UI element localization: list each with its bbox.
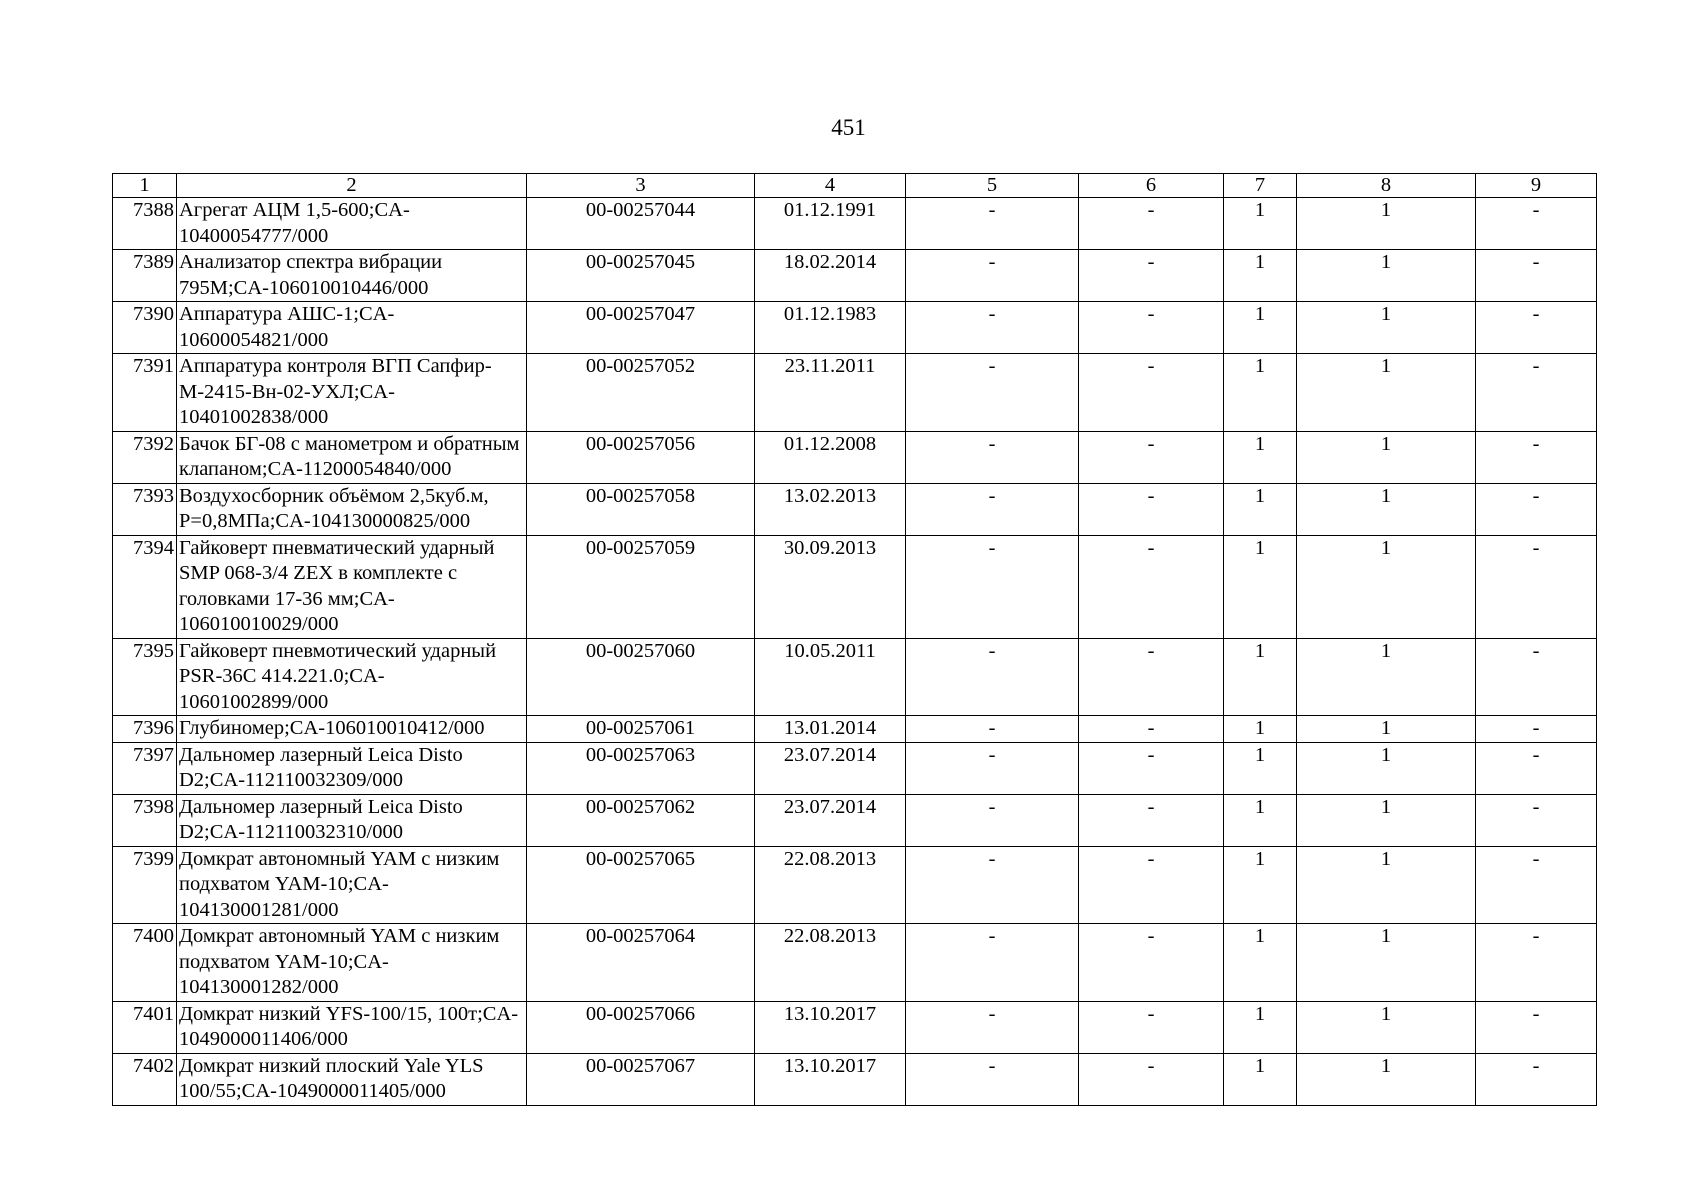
col8-cell: 1 <box>1297 483 1476 535</box>
col6-cell: - <box>1079 924 1224 1002</box>
table-row <box>113 1053 1597 1105</box>
table-row <box>113 638 1597 716</box>
row-number: 7401 <box>113 1001 177 1053</box>
col7-cell: 1 <box>1224 483 1297 535</box>
col5-cell: - <box>906 535 1079 638</box>
row-number: 7393 <box>113 483 177 535</box>
inventory-code: 00-00257062 <box>527 794 755 846</box>
column-header-5: 5 <box>906 174 1079 198</box>
date-cell: 13.10.2017 <box>755 1001 906 1053</box>
table-row <box>113 794 1597 846</box>
date-cell: 23.11.2011 <box>755 354 906 432</box>
col9-cell: - <box>1476 638 1597 716</box>
col5-cell: - <box>906 198 1079 250</box>
date-cell: 13.01.2014 <box>755 716 906 743</box>
col7-cell: 1 <box>1224 302 1297 354</box>
inventory-table <box>112 173 1597 1106</box>
item-name: Дальномер лазерный Leica Disto D2;CA-112110032310/000 <box>177 794 527 846</box>
col8-cell: 1 <box>1297 250 1476 302</box>
item-name: Гайковерт пневматический ударный SMP 068-3/4 ZEX в комплекте с головками 17-36 мм;CA-106010010029/000 <box>177 535 527 638</box>
item-name: Аппаратура АШС-1;CA-10600054821/000 <box>177 302 527 354</box>
col5-cell: - <box>906 483 1079 535</box>
table-row <box>113 716 1597 743</box>
col9-cell: - <box>1476 1053 1597 1105</box>
col7-cell: 1 <box>1224 354 1297 432</box>
col8-cell: 1 <box>1297 431 1476 483</box>
table-row <box>113 354 1597 432</box>
col5-cell: - <box>906 250 1079 302</box>
col9-cell: - <box>1476 846 1597 924</box>
item-name: Бачок БГ-08 с манометром и обратным клапаном;CA-11200054840/000 <box>177 431 527 483</box>
inventory-code: 00-00257052 <box>527 354 755 432</box>
column-header-9: 9 <box>1476 174 1597 198</box>
item-name: Гайковерт пневмотический ударный PSR-36C 414.221.0;CA-10601002899/000 <box>177 638 527 716</box>
col9-cell: - <box>1476 250 1597 302</box>
column-header-4: 4 <box>755 174 906 198</box>
col6-cell: - <box>1079 716 1224 743</box>
col8-cell: 1 <box>1297 846 1476 924</box>
col6-cell: - <box>1079 846 1224 924</box>
table-row <box>113 250 1597 302</box>
col6-cell: - <box>1079 354 1224 432</box>
col9-cell: - <box>1476 742 1597 794</box>
col6-cell: - <box>1079 302 1224 354</box>
col7-cell: 1 <box>1224 198 1297 250</box>
col8-cell: 1 <box>1297 354 1476 432</box>
col7-cell: 1 <box>1224 846 1297 924</box>
item-name: Анализатор спектра вибрации 795М;CA-106010010446/000 <box>177 250 527 302</box>
date-cell: 22.08.2013 <box>755 846 906 924</box>
inventory-code: 00-00257063 <box>527 742 755 794</box>
col6-cell: - <box>1079 742 1224 794</box>
col6-cell: - <box>1079 483 1224 535</box>
inventory-code: 00-00257058 <box>527 483 755 535</box>
col8-cell: 1 <box>1297 716 1476 743</box>
row-number: 7396 <box>113 716 177 743</box>
col7-cell: 1 <box>1224 742 1297 794</box>
item-name: Воздухосборник объёмом 2,5куб.м, Р=0,8МПа;CA-104130000825/000 <box>177 483 527 535</box>
column-header-2: 2 <box>177 174 527 198</box>
table-body <box>113 198 1597 1106</box>
col5-cell: - <box>906 354 1079 432</box>
row-number: 7395 <box>113 638 177 716</box>
date-cell: 13.10.2017 <box>755 1053 906 1105</box>
column-header-3: 3 <box>527 174 755 198</box>
col6-cell: - <box>1079 1001 1224 1053</box>
row-number: 7390 <box>113 302 177 354</box>
col7-cell: 1 <box>1224 1001 1297 1053</box>
col5-cell: - <box>906 1001 1079 1053</box>
col8-cell: 1 <box>1297 1001 1476 1053</box>
col5-cell: - <box>906 794 1079 846</box>
row-number: 7392 <box>113 431 177 483</box>
row-number: 7398 <box>113 794 177 846</box>
col7-cell: 1 <box>1224 924 1297 1002</box>
inventory-code: 00-00257059 <box>527 535 755 638</box>
col9-cell: - <box>1476 354 1597 432</box>
col9-cell: - <box>1476 924 1597 1002</box>
row-number: 7391 <box>113 354 177 432</box>
col6-cell: - <box>1079 638 1224 716</box>
item-name: Домкрат низкий YFS-100/15, 100т;CA-1049000011406/000 <box>177 1001 527 1053</box>
table-row <box>113 924 1597 1002</box>
row-number: 7389 <box>113 250 177 302</box>
col6-cell: - <box>1079 250 1224 302</box>
inventory-code: 00-00257066 <box>527 1001 755 1053</box>
date-cell: 18.02.2014 <box>755 250 906 302</box>
row-number: 7402 <box>113 1053 177 1105</box>
inventory-code: 00-00257056 <box>527 431 755 483</box>
date-cell: 01.12.1983 <box>755 302 906 354</box>
col9-cell: - <box>1476 483 1597 535</box>
col7-cell: 1 <box>1224 1053 1297 1105</box>
col5-cell: - <box>906 302 1079 354</box>
col5-cell: - <box>906 716 1079 743</box>
table-row <box>113 846 1597 924</box>
column-header-6: 6 <box>1079 174 1224 198</box>
table-row <box>113 1001 1597 1053</box>
date-cell: 13.02.2013 <box>755 483 906 535</box>
date-cell: 10.05.2011 <box>755 638 906 716</box>
row-number: 7400 <box>113 924 177 1002</box>
table-row <box>113 535 1597 638</box>
inventory-code: 00-00257064 <box>527 924 755 1002</box>
item-name: Домкрат автономный YAM с низким подхватом YAM-10;CA-104130001282/000 <box>177 924 527 1002</box>
col8-cell: 1 <box>1297 742 1476 794</box>
col7-cell: 1 <box>1224 535 1297 638</box>
col6-cell: - <box>1079 794 1224 846</box>
date-cell: 30.09.2013 <box>755 535 906 638</box>
column-header-8: 8 <box>1297 174 1476 198</box>
inventory-code: 00-00257067 <box>527 1053 755 1105</box>
header-row <box>113 174 1597 198</box>
date-cell: 01.12.2008 <box>755 431 906 483</box>
col7-cell: 1 <box>1224 431 1297 483</box>
row-number: 7399 <box>113 846 177 924</box>
inventory-code: 00-00257047 <box>527 302 755 354</box>
col7-cell: 1 <box>1224 716 1297 743</box>
table-row <box>113 198 1597 250</box>
item-name: Аппаратура контроля ВГП Сапфир-М-2415-Вн-02-УХЛ;CA-10401002838/000 <box>177 354 527 432</box>
col5-cell: - <box>906 431 1079 483</box>
item-name: Глубиномер;CA-106010010412/000 <box>177 716 527 743</box>
col6-cell: - <box>1079 535 1224 638</box>
row-number: 7397 <box>113 742 177 794</box>
item-name: Агрегат АЦМ 1,5-600;CA-10400054777/000 <box>177 198 527 250</box>
col5-cell: - <box>906 1053 1079 1105</box>
table-row <box>113 483 1597 535</box>
col9-cell: - <box>1476 535 1597 638</box>
table-row <box>113 431 1597 483</box>
column-header-7: 7 <box>1224 174 1297 198</box>
row-number: 7388 <box>113 198 177 250</box>
row-number: 7394 <box>113 535 177 638</box>
inventory-code: 00-00257045 <box>527 250 755 302</box>
col6-cell: - <box>1079 431 1224 483</box>
inventory-code: 00-00257044 <box>527 198 755 250</box>
date-cell: 01.12.1991 <box>755 198 906 250</box>
col9-cell: - <box>1476 716 1597 743</box>
col5-cell: - <box>906 742 1079 794</box>
item-name: Дальномер лазерный Leica Disto D2;CA-112110032309/000 <box>177 742 527 794</box>
col7-cell: 1 <box>1224 638 1297 716</box>
col8-cell: 1 <box>1297 535 1476 638</box>
col9-cell: - <box>1476 794 1597 846</box>
item-name: Домкрат автономный YAM с низким подхватом YAM-10;CA-104130001281/000 <box>177 846 527 924</box>
col9-cell: - <box>1476 1001 1597 1053</box>
table-row <box>113 302 1597 354</box>
col6-cell: - <box>1079 1053 1224 1105</box>
col7-cell: 1 <box>1224 794 1297 846</box>
col9-cell: - <box>1476 431 1597 483</box>
page-number: 451 <box>831 115 866 140</box>
date-cell: 22.08.2013 <box>755 924 906 1002</box>
item-name: Домкрат низкий плоский Yale YLS 100/55;CA-1049000011405/000 <box>177 1053 527 1105</box>
col8-cell: 1 <box>1297 924 1476 1002</box>
inventory-code: 00-00257060 <box>527 638 755 716</box>
inventory-code: 00-00257061 <box>527 716 755 743</box>
column-header-1: 1 <box>113 174 177 198</box>
col5-cell: - <box>906 846 1079 924</box>
col8-cell: 1 <box>1297 638 1476 716</box>
col5-cell: - <box>906 638 1079 716</box>
col8-cell: 1 <box>1297 794 1476 846</box>
col8-cell: 1 <box>1297 198 1476 250</box>
col8-cell: 1 <box>1297 1053 1476 1105</box>
table-row <box>113 742 1597 794</box>
date-cell: 23.07.2014 <box>755 794 906 846</box>
inventory-code: 00-00257065 <box>527 846 755 924</box>
col8-cell: 1 <box>1297 302 1476 354</box>
col5-cell: - <box>906 924 1079 1002</box>
col9-cell: - <box>1476 198 1597 250</box>
col7-cell: 1 <box>1224 250 1297 302</box>
date-cell: 23.07.2014 <box>755 742 906 794</box>
col9-cell: - <box>1476 302 1597 354</box>
col6-cell: - <box>1079 198 1224 250</box>
